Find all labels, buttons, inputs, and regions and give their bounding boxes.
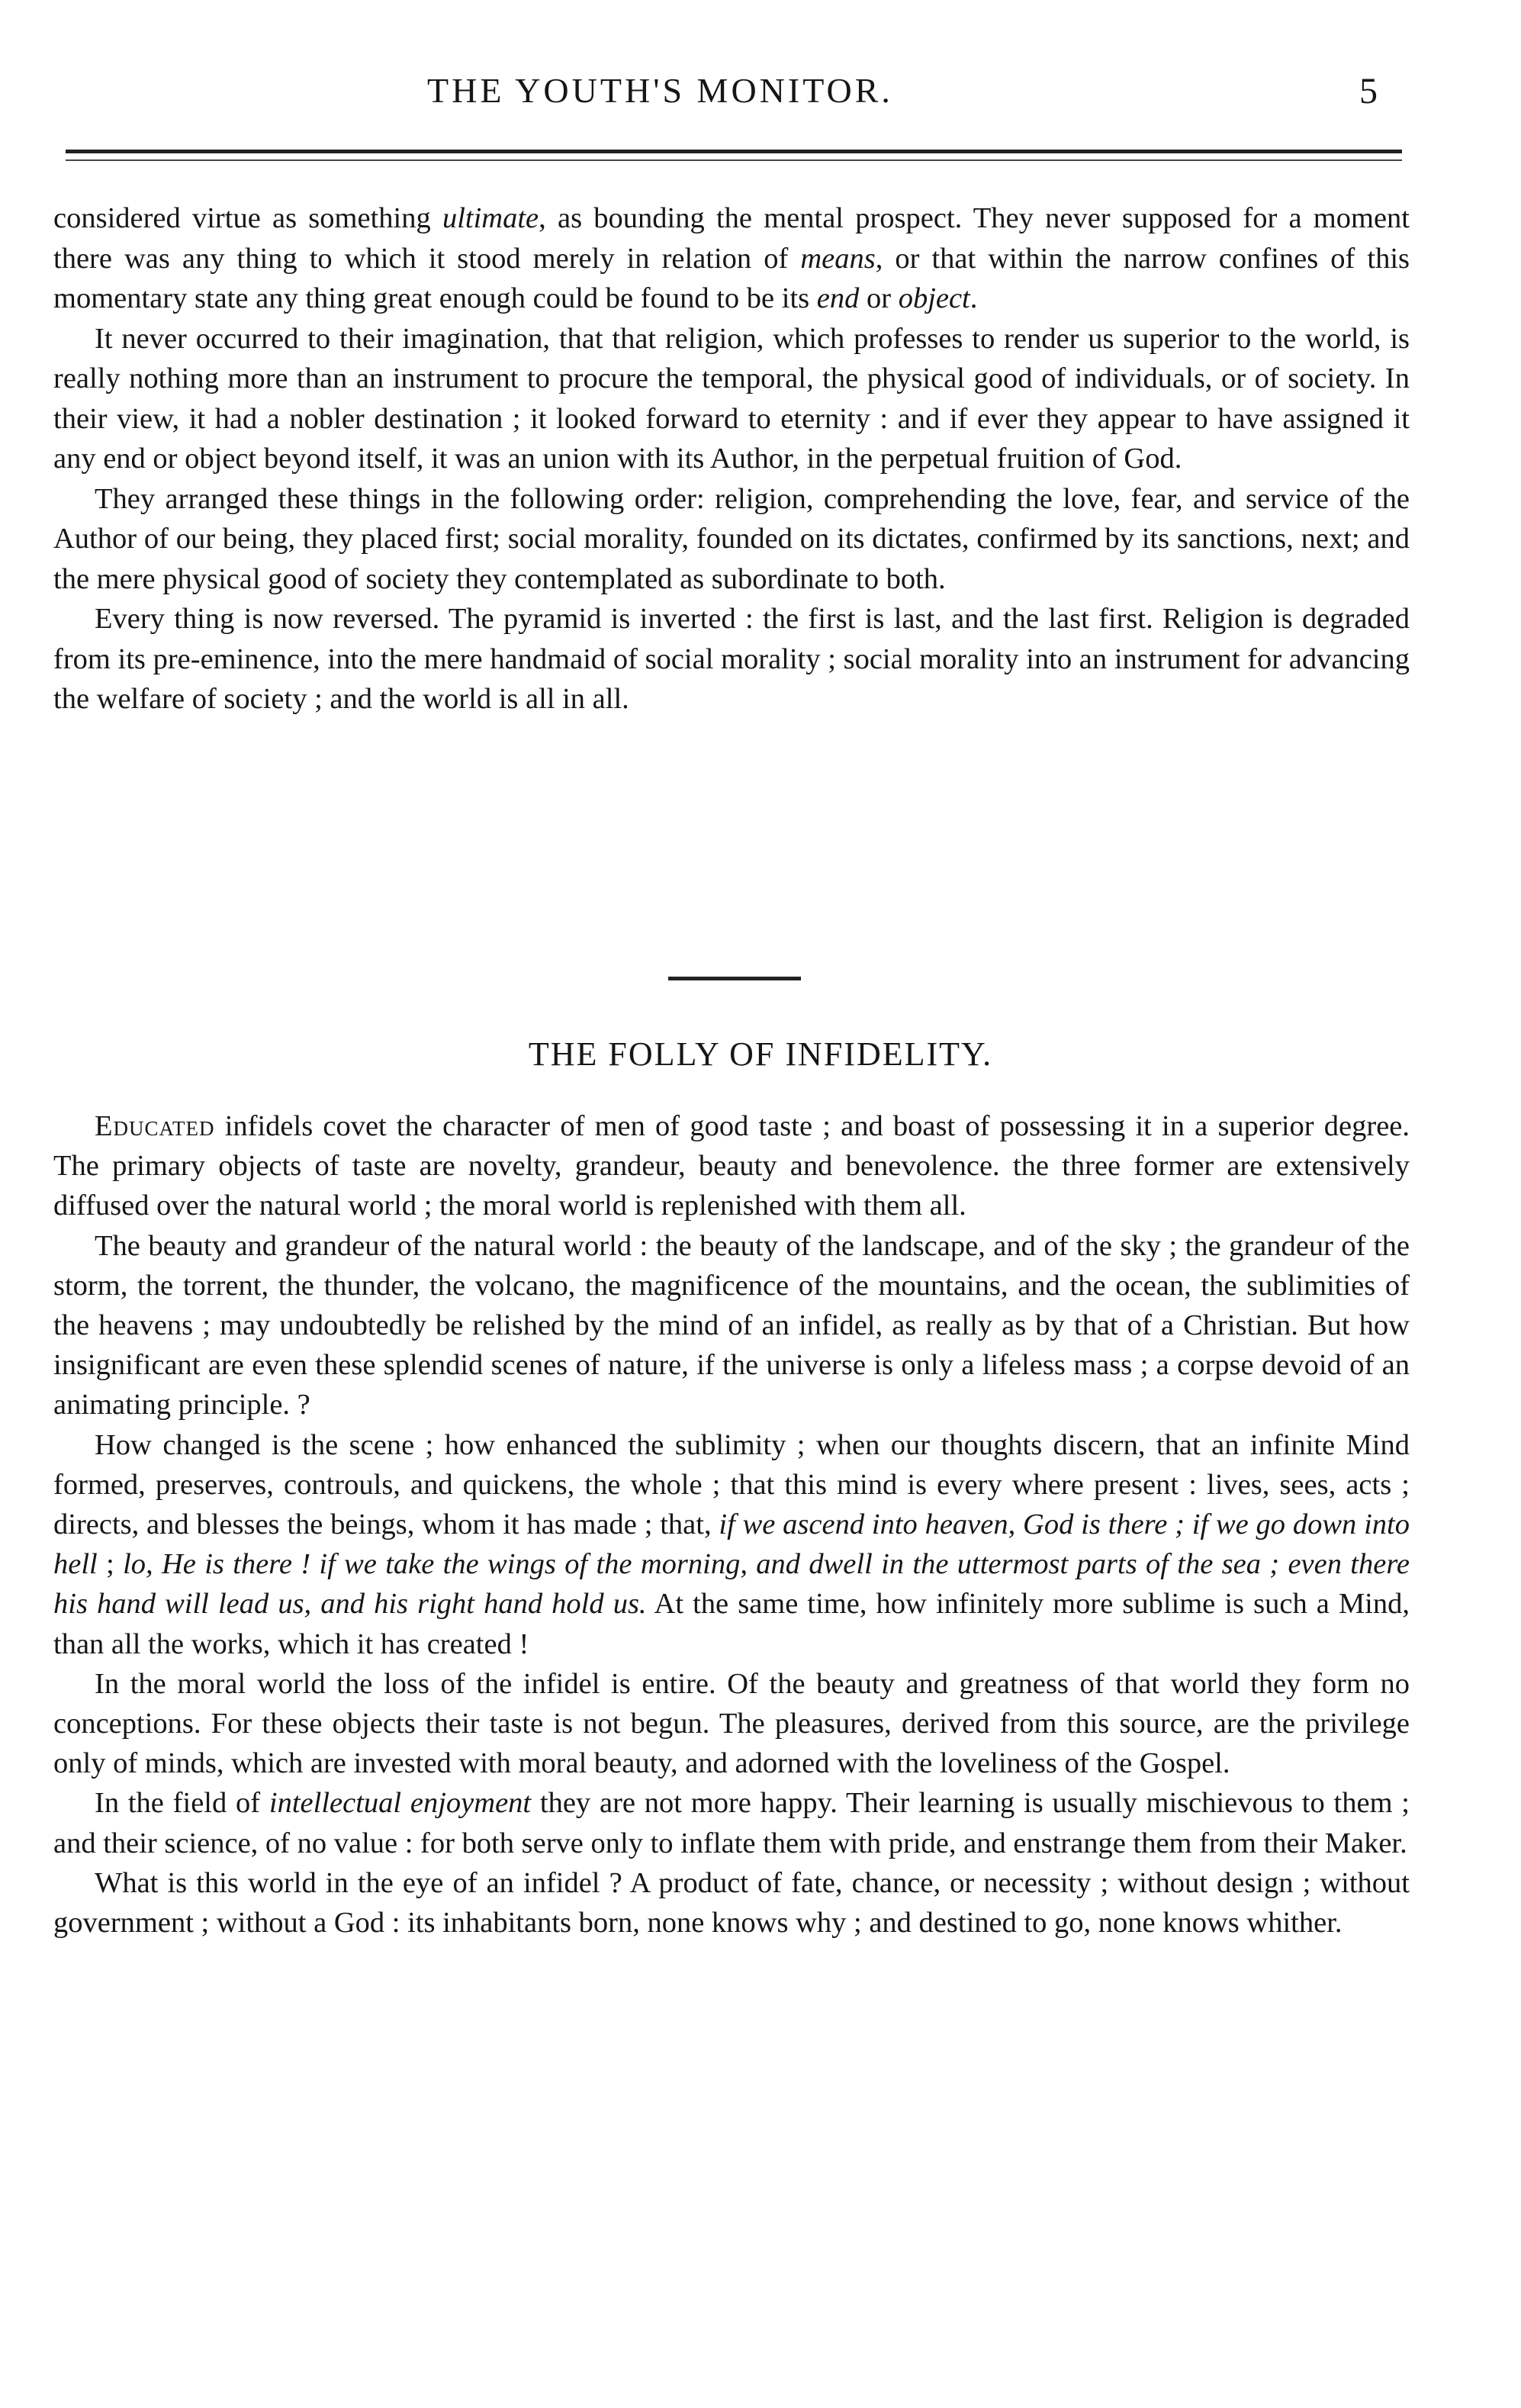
text-run: The beauty and grandeur of the natural world : the beauty of the landscape, and of the sky ; the grandeur of the storm, the torrent, the thunder, the volcano, the magnificence of the mountains, and the ocean, the sublimities of the heavens ; may undoubtedly be relished by the mind of an infidel, as really as by that of a Christian. But how insignificant are even these splendid scenes of nature, if the universe is only a lifeless mass ; a corpse devoid of an animating principle. ? bbox=[53, 1229, 1410, 1421]
paragraph bbox=[53, 1425, 1410, 1664]
text-run: infidels covet the character of men of good taste ; and boast of possessing it in a superior degree. The primary objects of taste are novelty, grandeur, beauty and benevolence. the three former are extensively diffused over the natural world ; the moral world is replenished with them all. bbox=[53, 1110, 1410, 1222]
paragraph bbox=[53, 198, 1410, 319]
text-run: , or that within the narrow confines of this momentary state any thing great enough could be found to be its bbox=[53, 242, 1410, 314]
paragraph bbox=[53, 1664, 1410, 1784]
text-run: they are not more happy. Their learning is usually mischievous to them ; and their science, of no value : for both serve only to inflate them with pride, and enstrange them from their Maker. bbox=[53, 1787, 1410, 1859]
text-run: Every thing is now reversed. The pyramid is inverted : the first is last, and the last first. Religion is degraded from its pre-eminence, into the mere handmaid of social morality ; social morality into an instrument for advancing the welfare of society ; and the world is all in all. bbox=[53, 603, 1410, 715]
paragraph bbox=[53, 1783, 1410, 1862]
paragraph bbox=[53, 479, 1410, 600]
small-caps-text: Educated bbox=[95, 1110, 215, 1142]
text-run: or bbox=[859, 282, 899, 314]
italic-text: ultimate bbox=[442, 202, 539, 234]
text-run: How changed is the scene ; how enhanced the sublimity ; when our thoughts discern, that an infinite Mind formed, preserves, controuls, and quickens, the whole ; that this mind is every where present : lives, sees, acts ; directs, and blesses the beings, whom it has made ; that, bbox=[53, 1428, 1410, 1541]
paragraph bbox=[53, 1863, 1410, 1943]
italic-text: intellectual enjoyment bbox=[269, 1787, 532, 1820]
header-rule-thin bbox=[66, 159, 1402, 161]
paragraph bbox=[53, 319, 1410, 479]
running-title: THE YOUTH'S MONITOR. bbox=[427, 71, 893, 110]
italic-text: means bbox=[800, 242, 876, 275]
section-two-text bbox=[53, 1106, 1410, 1943]
text-run: In the field of bbox=[95, 1787, 269, 1820]
section-one-text bbox=[53, 198, 1410, 720]
paragraph bbox=[53, 1226, 1410, 1425]
text-run: . bbox=[970, 282, 978, 314]
italic-text: if we ascend into heaven, God is there ; if we go down into hell bbox=[53, 1508, 1410, 1581]
text-run: ; bbox=[97, 1548, 124, 1581]
text-run: They arranged these things in the following order: religion, comprehending the love, fear, and service of the Author of our being, they placed first; social morality, founded on its dictates, confirmed by its sanctions, next; and the mere physical good of society they contemplated as subordinate to both. bbox=[53, 482, 1410, 595]
section-divider bbox=[668, 977, 801, 980]
text-run: considered virtue as something bbox=[53, 202, 442, 234]
text-run: , as bounding the mental prospect. They never supposed for a moment there was any thing to which it stood merely in relation of bbox=[53, 202, 1410, 275]
italic-text: object bbox=[898, 282, 970, 314]
text-run: At the same time, how infinitely more sublime is such a Mind, than all the works, which it has created ! bbox=[53, 1588, 1410, 1660]
paragraph bbox=[53, 1106, 1410, 1226]
text-run: In the moral world the loss of the infidel is entire. Of the beauty and greatness of that world they form no conceptions. For these objects their taste is not begun. The pleasures, derived from this source, are the privilege only of minds, which are invested with moral beauty, and adorned with the loveliness of the Gospel. bbox=[53, 1667, 1410, 1780]
text-run: What is this world in the eye of an infidel ? A product of fate, chance, or necessity ; without design ; without government ; without a God : its inhabitants born, none knows why ; and destined to go, none knows whither. bbox=[53, 1866, 1410, 1940]
italic-text: end bbox=[816, 282, 860, 314]
article-title: THE FOLLY OF INFIDELITY. bbox=[528, 1035, 993, 1073]
text-run: It never occurred to their imagination, that that religion, which professes to render us superior to the world, is really nothing more than an instrument to procure the temporal, the physical good of individuals, or of society. In their view, it had a nobler destination ; it looked forward to eternity : and if ever they appear to have assigned it any end or object beyond itself, it was an union with its Author, in the perpetual fruition of God. bbox=[53, 322, 1410, 475]
paragraph bbox=[53, 599, 1410, 720]
header-rule bbox=[66, 150, 1402, 153]
page-number: 5 bbox=[1359, 71, 1378, 111]
italic-text: lo, He is there ! if we take the wings of the morning, and dwell in the uttermost parts of the sea ; even there his hand will lead us, and his right hand hold us. bbox=[53, 1548, 1410, 1621]
